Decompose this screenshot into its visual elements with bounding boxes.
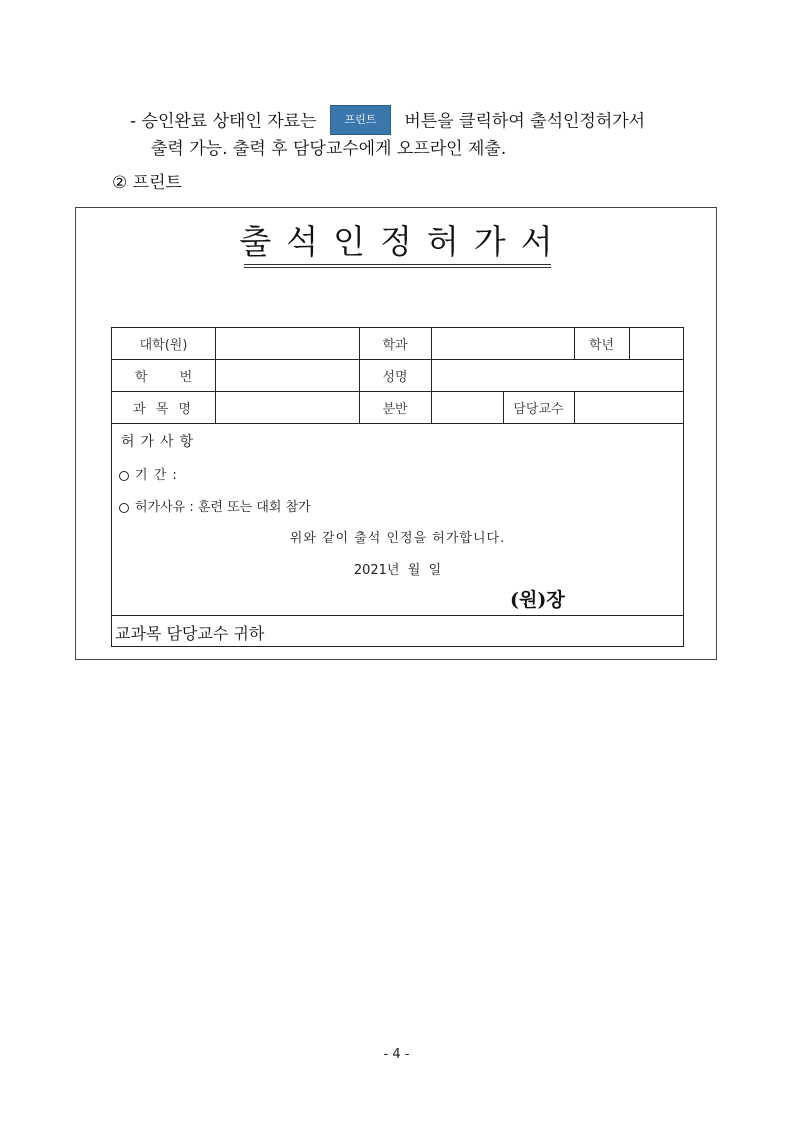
course-label: 과 목 명 xyxy=(133,402,194,417)
instruction-line-1 xyxy=(130,105,645,138)
attendance-certificate xyxy=(75,207,717,660)
year-label: 학년 xyxy=(588,338,615,353)
period-label: 기 간 : xyxy=(135,468,178,483)
section-value xyxy=(432,392,503,423)
instruction-text-after: 버튼을 클릭하여 출석인정허가서 xyxy=(404,111,646,132)
university-value xyxy=(216,328,359,359)
bullet-circle-icon xyxy=(119,471,129,481)
permission-heading: 허가사항 xyxy=(121,434,200,450)
dean-seal-text: (원)장 xyxy=(510,589,565,611)
issue-date: 2021년 월 일 xyxy=(353,563,442,578)
university-label: 대학(원) xyxy=(139,338,188,353)
recipient-line: 교과목 담당교수 귀하 xyxy=(115,624,265,643)
department-label: 학과 xyxy=(382,338,408,353)
professor-value xyxy=(575,392,685,423)
name-label: 성명 xyxy=(382,370,408,385)
section-label: 분반 xyxy=(382,402,408,417)
section-heading-print: ② 프린트 xyxy=(112,173,182,193)
print-button[interactable]: 프린트 xyxy=(330,105,391,135)
certificate-form-table xyxy=(111,327,684,647)
title-underline xyxy=(244,267,551,268)
page-number: - 4 - xyxy=(383,1047,410,1062)
period-line xyxy=(119,464,178,483)
student-id-value xyxy=(216,360,359,391)
permission-statement: 위와 같이 출석 인정을 허가합니다. xyxy=(289,531,506,546)
course-value xyxy=(216,392,359,423)
instruction-text-before: - 승인완료 상태인 자료는 xyxy=(130,111,317,132)
reason-label: 허가사유 : 훈련 또는 대회 참가 xyxy=(135,500,311,515)
instruction-line-2: 출력 가능. 출력 후 담당교수에게 오프라인 제출. xyxy=(151,139,507,159)
reason-line xyxy=(119,496,311,515)
year-value xyxy=(630,328,685,359)
student-id-label: 학 번 xyxy=(134,370,207,385)
professor-label: 담당교수 xyxy=(513,402,564,417)
certificate-title: 출석인정허가서 xyxy=(239,222,568,261)
title-underline xyxy=(244,264,551,265)
department-value xyxy=(432,328,574,359)
bullet-circle-icon xyxy=(119,503,129,513)
name-value xyxy=(432,360,685,391)
